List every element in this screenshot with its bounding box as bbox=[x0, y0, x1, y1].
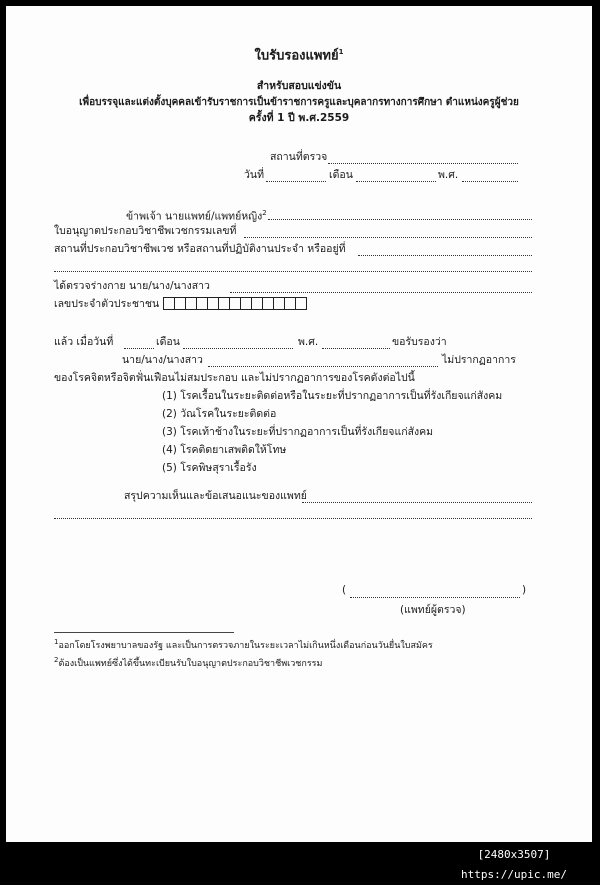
signature-caption: (แพทย์ผู้ตรวจ) bbox=[400, 604, 466, 616]
footnote-2: $^2$ต้องเป็นแพทย์ซึ่งได้ขึ้นทะเบียนรับใบอนุญาตประกอบวิชาชีพเวชกรรม bbox=[54, 656, 323, 669]
examined-name-field[interactable] bbox=[230, 292, 532, 293]
exam-day-field[interactable] bbox=[124, 348, 154, 349]
signature-open: ( bbox=[342, 584, 347, 596]
summary-field[interactable] bbox=[302, 502, 532, 503]
workplace-field[interactable] bbox=[358, 255, 532, 256]
id-number-boxes[interactable] bbox=[164, 297, 307, 310]
subtitle-line2: เพื่อบรรจุและแต่งตั้งบุคคลเข้ารับราชการเป็นข้าราชการครูและบุคลากรทางการศึกษา ตำแหน่งครูผู้ช่วย bbox=[79, 97, 519, 108]
footnote-divider bbox=[54, 632, 234, 633]
signature-close: ) bbox=[522, 584, 527, 596]
license-label: ใบอนุญาตประกอบวิชาชีพเวชกรรมเลขที่ bbox=[54, 225, 237, 237]
person-name-field[interactable] bbox=[208, 366, 438, 367]
examined-label: ได้ตรวจร่างกาย นาย/นาง/นางสาว bbox=[54, 280, 210, 292]
id-digit-box[interactable] bbox=[295, 297, 307, 310]
id-label: เลขประจำตัวประชาชน bbox=[54, 298, 160, 310]
disease-item: (2) วัณโรคในระยะติดต่อ bbox=[162, 408, 277, 420]
date-month-label: เดือน bbox=[329, 169, 353, 181]
date-year-label: พ.ศ. bbox=[438, 169, 459, 181]
exam-year-label: พ.ศ. bbox=[298, 336, 319, 348]
date-day-field[interactable] bbox=[266, 181, 326, 182]
no-symptom-label: ไม่ปรากฏอาการ bbox=[442, 354, 516, 366]
disease-intro: ของโรคจิตหรือจิตฟั่นเฟือนไม่สมประกอบ และไม่ปรากฏอาการของโรคดังต่อไปนี้ bbox=[54, 372, 415, 384]
page-title: ใบรับรองแพทย์$^1$ bbox=[254, 48, 344, 64]
subtitle-line3: ครั้งที่ 1 ปี พ.ศ.2559 bbox=[248, 112, 350, 124]
disease-item: (4) โรคติดยาเสพติดให้โทษ bbox=[162, 444, 287, 456]
disease-item: (1) โรคเรื้อนในระยะติดต่อหรือในระยะที่ปรากฏอาการเป็นที่รังเกียจแก่สังคม bbox=[162, 390, 503, 402]
watermark-badge: [2480x3507] https://upic.me/ bbox=[428, 845, 600, 865]
disease-item: (5) โรคพิษสุราเรื้อรัง bbox=[162, 462, 257, 474]
exam-date-label: แล้ว เมื่อวันที่ bbox=[54, 336, 114, 348]
date-day-label: วันที่ bbox=[244, 169, 264, 181]
date-month-field[interactable] bbox=[356, 181, 436, 182]
certify-label: ขอรับรองว่า bbox=[392, 336, 447, 348]
subtitle-line1: สำหรับสอบแข่งขัน bbox=[256, 80, 342, 92]
date-year-field[interactable] bbox=[462, 181, 518, 182]
workplace-label: สถานที่ประกอบวิชาชีพเวช หรือสถานที่ปฏิบัติงานประจำ หรืออยู่ที่ bbox=[54, 243, 346, 255]
exam-year-field[interactable] bbox=[322, 348, 390, 349]
license-field[interactable] bbox=[244, 237, 532, 238]
exam-month-field[interactable] bbox=[183, 348, 293, 349]
doctor-name-field[interactable] bbox=[268, 219, 532, 220]
certificate-page bbox=[6, 6, 592, 842]
place-field[interactable] bbox=[328, 163, 518, 164]
doctor-label: ข้าพเจ้า นายแพทย์/แพทย์หญิง$^2$ bbox=[126, 209, 267, 223]
footnote-1: $^1$ออกโดยโรงพยาบาลของรัฐ และเป็นการตรวจภายในระยะเวลาไม่เกินหนึ่งเดือนก่อนวันยื่นใบสมัคร bbox=[54, 638, 433, 651]
exam-month-label: เดือน bbox=[156, 336, 180, 348]
disease-item: (3) โรคเท้าช้างในระยะที่ปรากฏอาการเป็นที่รังเกียจแก่สังคม bbox=[162, 426, 434, 438]
summary-label: สรุปความเห็นและข้อเสนอแนะของแพทย์ bbox=[124, 490, 307, 502]
workplace-field-2[interactable] bbox=[54, 271, 532, 272]
signature-field[interactable] bbox=[350, 597, 520, 598]
person-label: นาย/นาง/นางสาว bbox=[122, 354, 203, 366]
summary-field-2[interactable] bbox=[54, 518, 532, 519]
place-label: สถานที่ตรวจ bbox=[270, 151, 328, 163]
